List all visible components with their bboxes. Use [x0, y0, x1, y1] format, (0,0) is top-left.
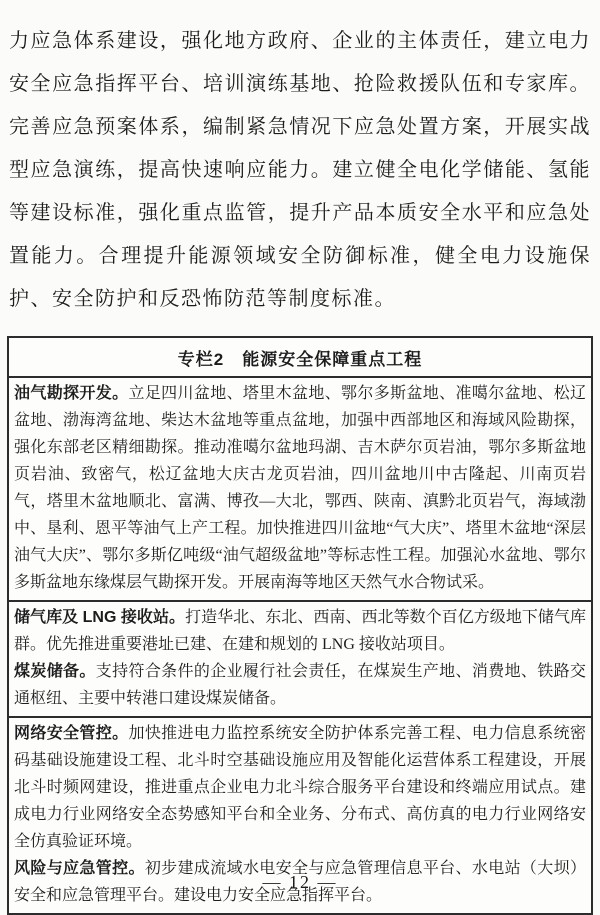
column-box: [7, 336, 593, 915]
item-body: 加快推进电力监控系统安全防护体系完善工程、电力信息系统密码基础设施建设工程、北斗时空基础设施应用及智能化运营体系工程建设，开展北斗时频网建设，推进重点企业电力北斗综合服务平台建设和终端应用试点。建成电力行业网络安全态势感知平台和全业务、分布式、高仿真的电力行业网络安全仿真验证环境。: [14, 725, 586, 850]
item-body: 初步建成流域水电安全与应急管理信息平台、水电站（大坝）安全和应急管理平台。建设电力安全应急指挥平台。: [14, 860, 586, 904]
item-body: 打造华北、东北、西南、西北等数个百亿方级地下储气库群。优先推进重要港址已建、在建和规划的 LNG 接收站项目。: [14, 609, 586, 653]
box-item-gas-storage-lng: [14, 604, 586, 658]
column-box-title: 专栏2 能源安全保障重点工程: [9, 338, 591, 378]
box-item-coal-reserve: [14, 658, 586, 712]
page-number: — 12 —: [262, 872, 338, 892]
box-cell-storage-coal: [9, 600, 591, 716]
item-lead: 风险与应急管控。: [14, 860, 145, 877]
item-lead: 网络安全管控。: [14, 725, 129, 742]
body-paragraph: 力应急体系建设，强化地方政府、企业的主体责任，建立电力安全应急指挥平台、培训演练基地、抢险救援队伍和专家库。完善应急预案体系，编制紧急情况下应急处置方案，开展实战型应急演练，提高快速响应能力。建立健全电化学储能、氢能等建设标准，强化重点监管，提升产品本质安全水平和应急处置能力。合理提升能源领域安全防御标准，健全电力设施保护、安全防护和反恐怖防范等制度标准。: [9, 30, 591, 310]
box-cell-oil-gas: [9, 378, 591, 600]
item-body: 支持符合条件的企业履行社会责任，在煤炭生产地、消费地、铁路交通枢纽、主要中转港口建设煤炭储备。: [14, 663, 586, 707]
item-lead: 储气库及 LNG 接收站。: [14, 609, 186, 626]
box-item-oil-gas-exploration: [14, 380, 586, 596]
item-body: 立足四川盆地、塔里木盆地、鄂尔多斯盆地、准噶尔盆地、松辽盆地、渤海湾盆地、柴达木盆地等重点盆地，加强中西部地区和海域风险勘探，强化东部老区精细勘探。推动准噶尔盆地玛湖、吉木萨尔页岩油，鄂尔多斯盆地页岩油、致密气，松辽盆地大庆古龙页岩油，四川盆地川中古隆起、川南页岩气，塔里木盆地顺北、富满、博孜—大北，鄂西、陕南、滇黔北页岩气，海域渤中、垦利、恩平等油气上产工程。加快推进四川盆地“气大庆”、塔里木盆地“深层油气大庆”、鄂尔多斯亿吨级“油气超级盆地”等标志性工程。加强沁水盆地、鄂尔多斯盆地东缘煤层气勘探开发。开展南海等地区天然气水合物试采。: [14, 385, 586, 591]
item-lead: 煤炭储备。: [14, 663, 96, 680]
item-lead: 油气勘探开发。: [14, 385, 129, 402]
box-item-cybersecurity: [14, 720, 586, 855]
